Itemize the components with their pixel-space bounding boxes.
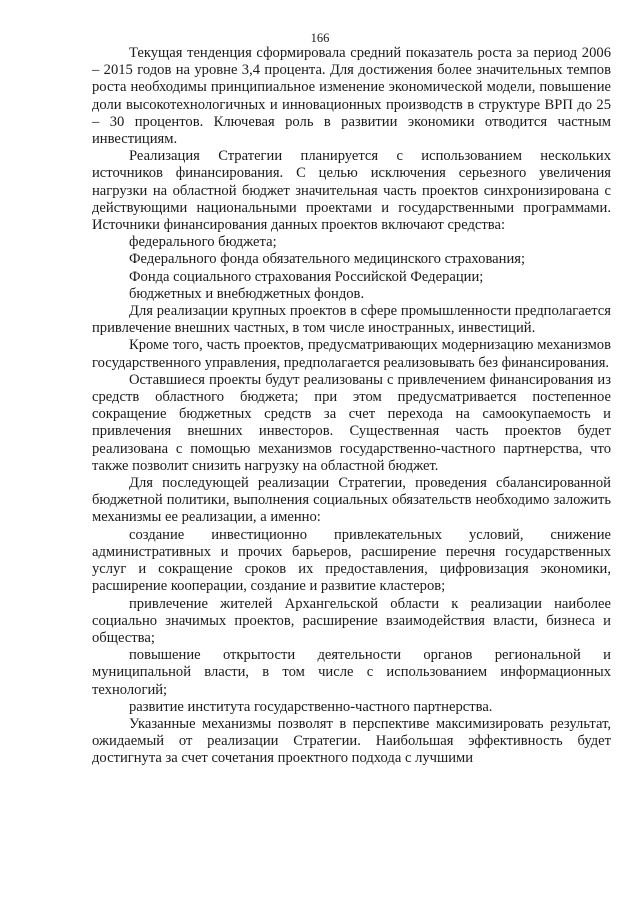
list-item-budget-funds: бюджетных и внебюджетных фондов. xyxy=(129,285,365,302)
paragraph-remaining-projects: Оставшиеся проекты будут реализованы с привлечением финансирования из средств областного бюджета; при этом предусматривается постепенное сокращение бюджетных средств за счет перехода на самоокупаемость и привлечения внешних инвесторов. Существенная часть проектов будет реализована с помощью механизмов государственно-частного партнерства, что также позволит снизить нагрузку на областной бюджет. xyxy=(92,371,611,474)
list-item-social-insurance-fund: Фонда социального страхования Российской Федерации; xyxy=(129,268,484,285)
paragraph-mechanisms-outcome: Указанные механизмы позволят в перспективе максимизировать результат, ожидаемый от реализации Стратегии. Наибольшая эффективность будет достигнута за счет сочетания проектного подхода с лучшими xyxy=(92,715,611,767)
list-item-medical-insurance-fund: Федерального фонда обязательного медицинского страхования; xyxy=(129,251,526,268)
paragraph-industrial-projects: Для реализации крупных проектов в сфере промышленности предполагается привлечение внешних частных, в том числе иностранных, инвестиций. xyxy=(92,303,611,337)
paragraph-implementation-mechanisms: Для последующей реализации Стратегии, проведения сбалансированной бюджетной политики, выполнения социальных обязательств необходимо заложить механизмы ее реализации, а именно: xyxy=(92,475,611,526)
list-item-public-private-partnership: развитие института государственно-частного партнерства. xyxy=(129,698,493,715)
list-item-resident-involvement: привлечение жителей Архангельской области к реализации наиболее социально значимых проектов, расширение взаимодействия власти, бизнеса и общества; xyxy=(92,595,611,646)
page-number: 166 xyxy=(310,31,330,45)
list-item-government-openness: повышение открытости деятельности органов региональной и муниципальной власти, в том числе с использованием информационных технологий; xyxy=(92,647,611,698)
body-text xyxy=(92,45,611,768)
list-item-federal-budget: федерального бюджета; xyxy=(129,234,277,251)
paragraph-governance-projects: Кроме того, часть проектов, предусматривающих модернизацию механизмов государственного управления, предполагается реализовывать без финансирования. xyxy=(92,337,611,371)
list-item-investment-conditions: создание инвестиционно привлекательных условий, снижение административных и прочих барьеров, расширение перечня государственных услуг и сокращение сроков их предоставления, цифровизация экономики, расширение кооперации, создание и развитие кластеров; xyxy=(92,526,611,595)
paragraph-financing-sources: Реализация Стратегии планируется с использованием нескольких источников финансирования. С целью исключения серьезного увеличения нагрузки на областной бюджет значительная часть проектов синхронизирована с действующими национальными проектами и государственными программами. Источники финансирования данных проектов включают средства: xyxy=(92,148,611,234)
paragraph-growth-trend: Текущая тенденция сформировала средний показатель роста за период 2006 – 2015 годов на уровне 3,4 процента. Для достижения более значительных темпов роста необходимы принципиальное изменение экономической модели, повышение доли высокотехнологичных и инновационных производств в структуре ВРП до 25 – 30 процентов. Ключевая роль в развитии экономики отводится частным инвестициям. xyxy=(92,45,611,148)
